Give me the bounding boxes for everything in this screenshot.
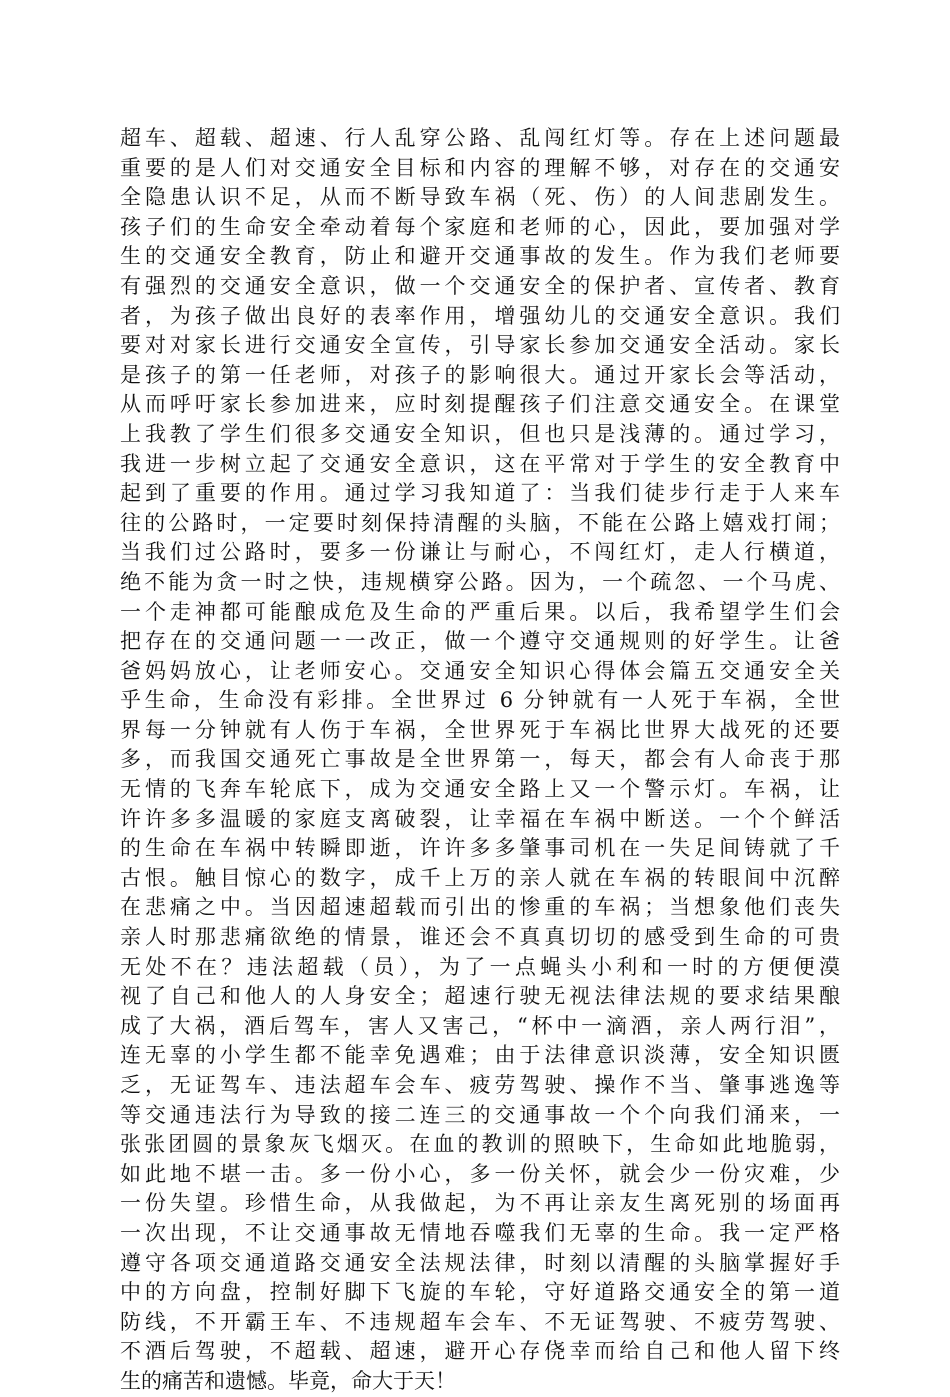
text-line: 我进一步树立起了交通安全意识，这在平常对于学生的安全教育中 bbox=[120, 451, 840, 476]
text-line: 无处不在？违法超载（员），为了一点蝇头小利和一时的方便便漠 bbox=[120, 954, 840, 979]
text-line: 亲人时那悲痛欲绝的情景，谁还会不真真切切的感受到生命的可贵 bbox=[120, 925, 840, 950]
text-line: 起到了重要的作用。通过学习我知道了：当我们徒步行走于人来车 bbox=[120, 481, 840, 506]
text-line: 成了大祸，酒后驾车，害人又害己，“杯中一滴酒，亲人两行泪”， bbox=[120, 1013, 840, 1038]
text-line: 如此地不堪一击。多一份小心，多一份关怀，就会少一份灾难，少 bbox=[120, 1161, 840, 1186]
text-line: 等交通违法行为导致的接二连三的交通事故一个个向我们涌来，一 bbox=[120, 1102, 840, 1127]
text-line: 绝不能为贪一时之快，违规横穿公路。因为，一个疏忽、一个马虎、 bbox=[120, 569, 840, 594]
text-line: 多，而我国交通死亡事故是全世界第一，每天，都会有人命丧于那 bbox=[120, 747, 840, 772]
text-line: 遵守各项交通道路交通安全法规法律，时刻以清醒的头脑掌握好手 bbox=[120, 1250, 840, 1275]
text-line: 孩子们的生命安全牵动着每个家庭和老师的心，因此，要加强对学 bbox=[120, 214, 840, 239]
text-line: 重要的是人们对交通安全目标和内容的理解不够，对存在的交通安 bbox=[120, 155, 840, 180]
text-line: 在悲痛之中。当因超速超载而引出的惨重的车祸；当想象他们丧失 bbox=[120, 895, 840, 920]
text-line: 一个走神都可能酿成危及生命的严重后果。以后，我希望学生们会 bbox=[120, 599, 840, 624]
text-line: 生的交通安全教育，防止和避开交通事故的发生。作为我们老师要 bbox=[120, 244, 840, 269]
text-line: 古恨。触目惊心的数字，成千上万的亲人就在车祸的转眼间中沉醉 bbox=[120, 865, 840, 890]
text-line: 一份失望。珍惜生命，从我做起，为不再让亲友生离死别的场面再 bbox=[120, 1191, 840, 1216]
text-line: 中的方向盘，控制好脚下飞旋的车轮，守好道路交通安全的第一道 bbox=[120, 1280, 840, 1305]
text-line: 视了自己和他人的人身安全；超速行驶无视法律法规的要求结果酿 bbox=[120, 984, 840, 1009]
text-line: 连无辜的小学生都不能幸免遇难；由于法律意识淡薄，安全知识匮 bbox=[120, 1043, 840, 1068]
text-line: 全隐患认识不足，从而不断导致车祸（死、伤）的人间悲剧发生。 bbox=[120, 185, 840, 210]
text-line: 张张团圆的景象灰飞烟灭。在血的教训的照映下，生命如此地脆弱， bbox=[120, 1132, 840, 1157]
text-line: 无情的飞奔车轮底下，成为交通安全路上又一个警示灯。车祸，让 bbox=[120, 777, 840, 802]
text-line: 上我教了学生们很多交通安全知识，但也只是浅薄的。通过学习， bbox=[120, 421, 840, 446]
text-line: 一次出现，不让交通事故无情地吞噬我们无辜的生命。我一定严格 bbox=[120, 1220, 840, 1245]
text-line: 爸妈妈放心，让老师安心。交通安全知识心得体会篇五交通安全关 bbox=[120, 658, 840, 683]
text-line: 要对对家长进行交通安全宣传，引导家长参加交通安全活动。家长 bbox=[120, 333, 840, 358]
text-line: 是孩子的第一任老师，对孩子的影响很大。通过开家长会等活动， bbox=[120, 362, 840, 387]
text-line: 超车、超载、超速、行人乱穿公路、乱闯红灯等。存在上述问题最 bbox=[120, 126, 840, 150]
text-line: 把存在的交通问题一一改正，做一个遵守交通规则的好学生。让爸 bbox=[120, 629, 840, 654]
body-text bbox=[120, 124, 840, 1397]
text-line: 从而呼吁家长参加进来，应时刻提醒孩子们注意交通安全。在课堂 bbox=[120, 392, 840, 417]
text-line: 当我们过公路时，要多一份谦让与耐心，不闯红灯，走人行横道， bbox=[120, 540, 840, 565]
text-line: 往的公路时，一定要时刻保持清醒的头脑，不能在公路上嬉戏打闹； bbox=[120, 510, 840, 535]
text-line: 者，为孩子做出良好的表率作用，增强幼儿的交通安全意识。我们 bbox=[120, 303, 840, 328]
text-line: 许许多多温暖的家庭支离破裂，让幸福在车祸中断送。一个个鲜活 bbox=[120, 806, 840, 831]
text-line: 界每一分钟就有人伤于车祸，全世界死于车祸比世界大战死的还要 bbox=[120, 717, 840, 742]
text-line: 不酒后驾驶，不超载、超速，避开心存侥幸而给自己和他人留下终 bbox=[120, 1339, 840, 1364]
text-line: 乏，无证驾车、违法超车会车、疲劳驾驶、操作不当、肇事逃逸等 bbox=[120, 1073, 840, 1097]
text-line: 的生命在车祸中转瞬即逝，许许多多肇事司机在一失足间铸就了千 bbox=[120, 836, 840, 861]
text-line: 乎生命，生命没有彩排。全世界过 6 分钟就有一人死于车祸，全世 bbox=[120, 688, 840, 713]
text-line: 防线，不开霸王车、不违规超车会车、不无证驾驶、不疲劳驾驶、 bbox=[120, 1309, 840, 1334]
text-line: 有强烈的交通安全意识，做一个交通安全的保护者、宣传者、教育 bbox=[120, 273, 840, 298]
text-line: 生的痛苦和遗憾。毕竟，命大于天！ bbox=[120, 1368, 456, 1393]
